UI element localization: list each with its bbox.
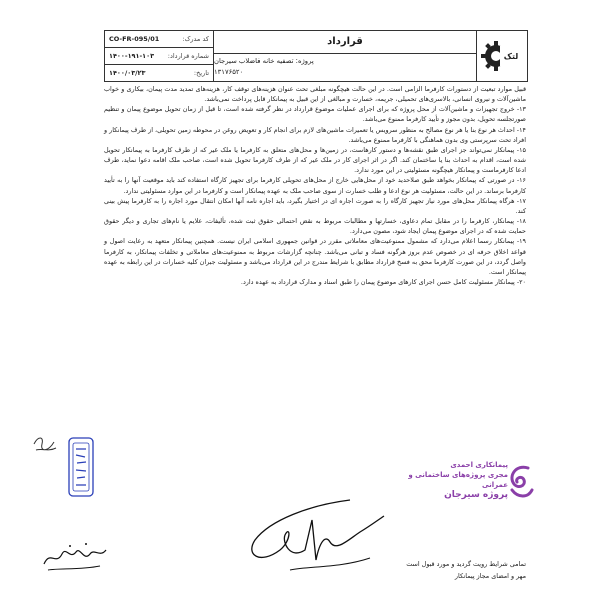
company-logo	[477, 31, 527, 81]
stamp-line-3: پروژه سیرجان	[444, 490, 508, 500]
clause-17: ۱۷- هرگاه پیمانکار محل‌های مورد نیاز تجهیز کارگاه را به صورت اجاره ای در اختیار بگیرد، باید اجاره نامه آنها امکان انتقال مورد اجاره را به کارفرما پیش بینی کند.	[104, 196, 526, 215]
project-info	[214, 54, 476, 81]
footer-line-1: تمامی شرایط رویت گردید و مورد قبول است	[406, 560, 526, 568]
footer-acceptance	[380, 558, 526, 582]
contract-no-value: ۱۴۰۰-۱۹۱-۱۰۳	[109, 52, 155, 60]
stamp-text	[388, 460, 508, 500]
stamp-line-1: پیمانکاری احمدی	[450, 461, 508, 469]
date-label: تاریخ:	[193, 69, 209, 77]
stamp-emblem-icon	[506, 462, 536, 502]
header-meta	[105, 31, 214, 81]
project-label: پروژه: تصفیه خانه فاضلاب سیرجان	[214, 57, 314, 66]
clause-15: ۱۵- پیمانکار نمی‌تواند جز اجرای طبق نقشه‌ها و دستور کارهاست، در زمین‌ها و محل‌های متعلق به کارفرما یا ملک غیر که از طرف کارفرما به پیمانکار تحویل شده است، اقدام به احداث بنا یا ساختمان کند. اگر در اثر اجرای کار در ملک غیر که از طرف کارفرما تحویل شده است، صاحب ملک اقامه دعوا نماید، طرف ادعا کارفرماست و پیمانکار هیچگونه مسئولیتی در این مورد ندارد.	[104, 145, 526, 175]
date-value: ۱۴۰۰/۰۳/۲۳	[109, 69, 146, 77]
header-table	[104, 30, 528, 82]
gear-logo-icon	[480, 36, 524, 76]
logo-text: لتک	[503, 52, 519, 61]
contract-body	[104, 84, 526, 287]
clause-16: ۱۶- در صورتی که پیمانکار بخواهد طبق صلاحدید خود از محل‌هایی خارج از محل‌های تحویلی کارفرما برای تجهیز کارگاه استفاده کند باید موقعیت آنها را به تأیید کارفرما برساند. در این حالت، مسئولیت هر نوع ادعا و طلب خسارت از سوی صاحب ملک به عهده پیمانکار است و کارفرما در این موارد مسئولیتی ندارد.	[104, 176, 526, 195]
project-code: ۱۳۱۷۶۵۲۰	[214, 68, 244, 77]
initial-signature	[30, 430, 60, 458]
blue-stamp	[66, 435, 96, 499]
stamp-line-2: مجری پروژه‌های ساختمانی و عمرانی	[408, 471, 508, 489]
main-signature	[230, 480, 390, 580]
contract-no-row	[105, 48, 213, 65]
handwritten-note	[40, 540, 110, 574]
doc-code-label: کد مدرک:	[182, 35, 209, 43]
contract-no-label: شماره قرارداد:	[167, 52, 209, 60]
clause-19: ۱۹- پیمانکار رسما اعلام می‌دارد که مشمول ممنوعیت‌های معاملاتی مقرر در قوانین جمهوری اسلامی ایران نیست. همچنین پیمانکار متعهد به رعایت اصول و قواعد اخلاق حرفه ای در خصوص عدم بروز هرگونه فساد و تبانی می‌باشد. چنانچه گزارشات مربوط به ممنوعیت‌های معاملاتی و تخلفات پیمانکار، به کارفرما واصل گردد، در این صورت کارفرما محق به فسخ قرارداد مطابق با شرایط مندرج در این قرارداد می‌باشد و مسئولیت جبران کلیه خسارات در این رابطه به عهده پیمانکار است.	[104, 237, 526, 276]
clause-20: ۲۰- پیمانکار مسئولیت کامل حسن اجرای کارهای موضوع پیمان را طبق اسناد و مدارک قرارداد به عهده دارد.	[240, 277, 526, 286]
company-stamp	[388, 458, 538, 508]
document-title: قرارداد	[214, 31, 476, 54]
clause-18: ۱۸- پیمانکار، کارفرما را در مقابل تمام دعاوی، خسارتها و مطالبات مربوط به نقض احتمالی حقوق ثبت شده، تألیفات، علایم یا نام‌های تجاری و دیگر حقوق حمایت شده که در اجرای موضوع پیمان ایجاد شود، مصون می‌دارد.	[104, 217, 526, 236]
header-title-block	[214, 31, 477, 81]
date-row	[105, 65, 213, 81]
clause-13: ۱۳- خروج تجهیزات و ماشین‌آلات از محل پروژه که برای اجرای عملیات موضوع قرارداد در نظر گرفته شده است، تا قبل از زمان تحویل موضوع پیمان و تنظیم صورتجلسه تحویل، بدون مجوز و تأیید کارفرما ممنوع می‌باشد.	[104, 105, 526, 124]
clause-14: ۱۴- احداث هر نوع بنا یا هر نوع مصالح به منظور سرویس یا تعمیرات ماشین‌های لازم برای انجام کار و تعویض روغن در محوطه زمین تحویلی، از طرف پیمانکار و افراد تحت سرپرستی وی بدون هماهنگی با کارفرما ممنوع می‌باشد.	[104, 125, 526, 144]
paragraph: قبیل موارد تبعیت از دستورات کارفرما الزامی است. در این حالت هیچگونه مبلغی تحت عنوان هزینه‌های توقف کار، هزینه‌های تمدید مدت پیمان، بیکاری و خواب ماشین‌آلات و نیروی انسانی، بالاسری‌های تحمیلی، جریمه، خسارت و مبالغی از این قبیل به پیمانکار قابل پرداخت نمی‌باشد.	[104, 85, 526, 104]
doc-code-value: CO-FR-095/01	[109, 35, 160, 43]
doc-code-row	[105, 31, 213, 48]
footer-line-2: مهر و امضای مجاز پیمانکار	[454, 572, 526, 580]
